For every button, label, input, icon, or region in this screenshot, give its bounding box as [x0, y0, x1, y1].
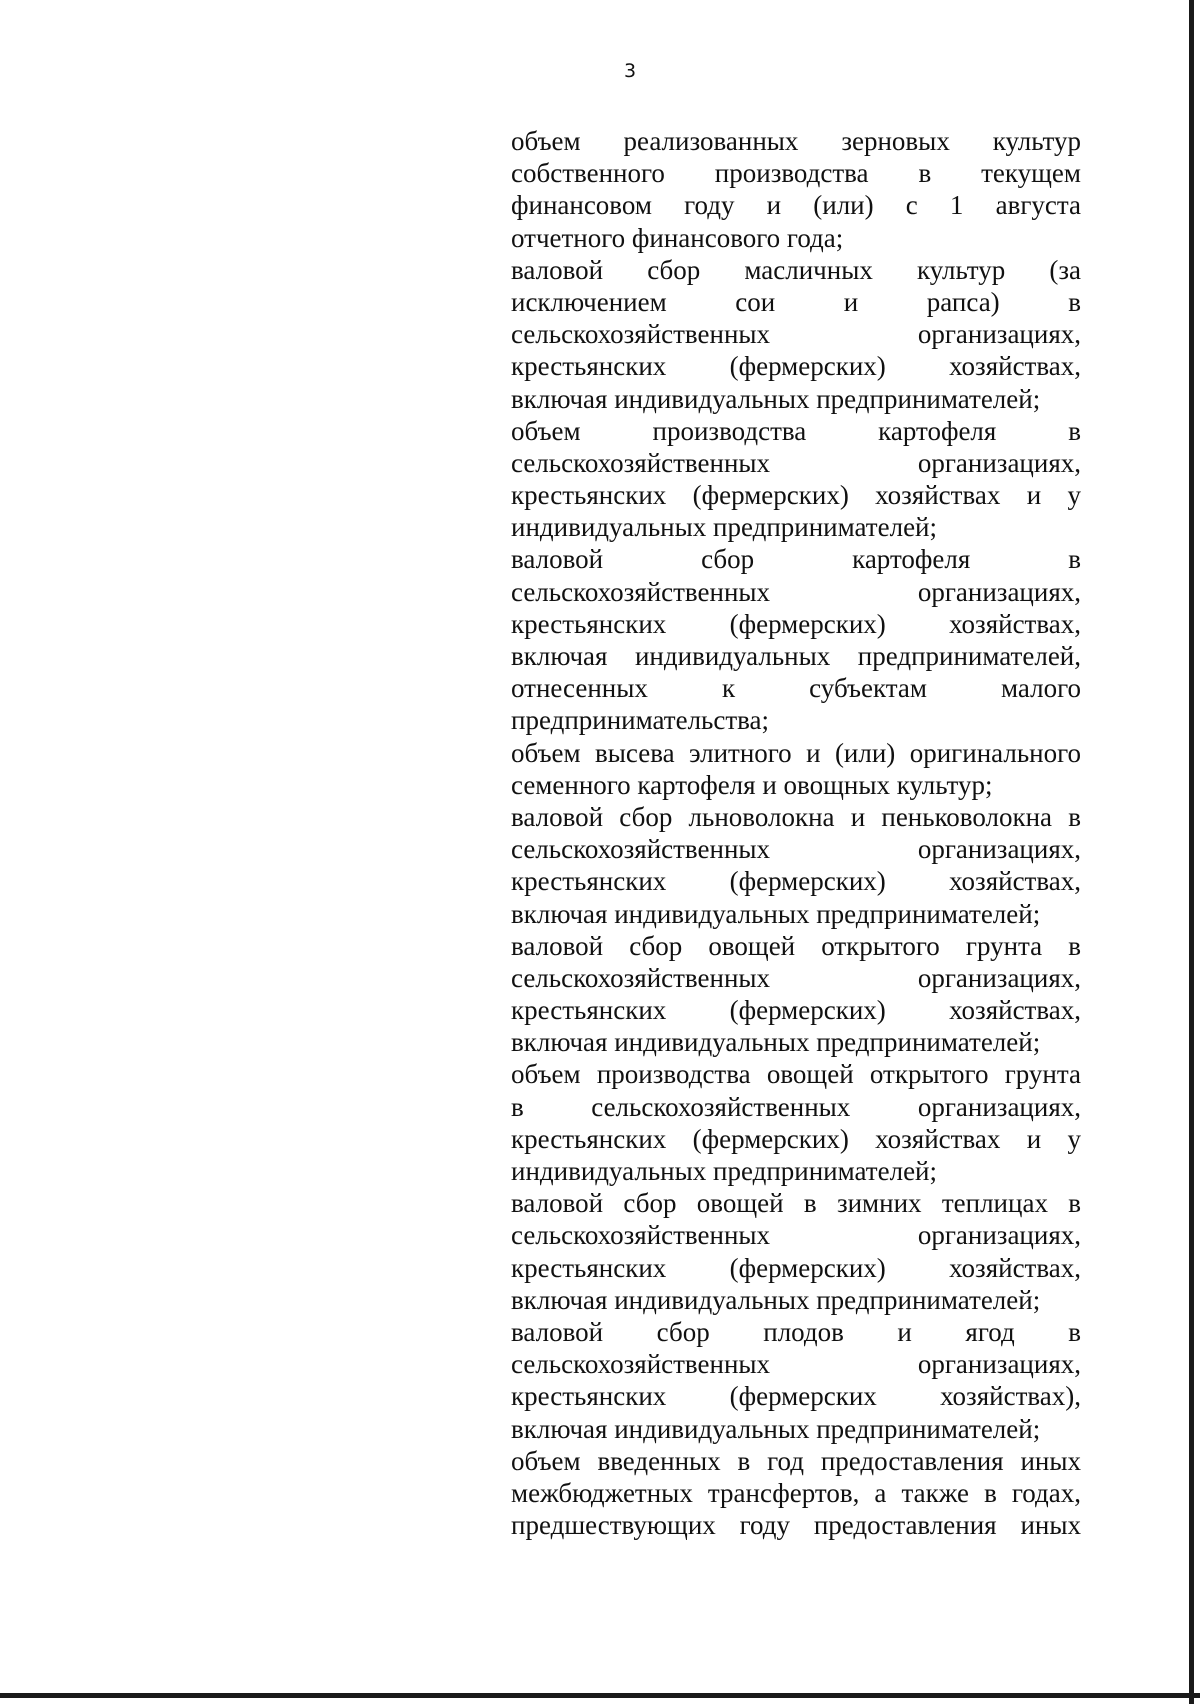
text-line: включая индивидуальных предпринимателей; [511, 1413, 1041, 1444]
text-line: крестьянских (фермерских) хозяйствах, [511, 351, 1081, 382]
text-line: крестьянских (фермерских) хозяйствах, [511, 995, 1081, 1026]
text-line: отнесенных к субъектам малого [511, 673, 1081, 704]
text-line: объем реализованных зерновых культур [511, 126, 1081, 156]
paragraph [511, 415, 1081, 544]
text-line: исключением сои и рапса) в [511, 286, 1081, 317]
paragraph [511, 801, 1081, 930]
text-line: включая индивидуальных предпринимателей; [511, 1284, 1041, 1315]
text-line: сельскохозяйственных организациях, [511, 834, 1081, 865]
text-line: предшествующих году предоставления иных [511, 1510, 1081, 1541]
page-number: 3 [623, 60, 637, 82]
text-line: включая индивидуальных предпринимателей; [511, 383, 1041, 414]
text-line: сельскохозяйственных организациях, [511, 576, 1081, 607]
text-line: собственного производства в текущем [511, 158, 1081, 189]
text-line: валовой сбор масличных культур (за [511, 254, 1081, 285]
scan-border-right [1189, 0, 1194, 1704]
text-line: индивидуальных предпринимателей; [511, 512, 938, 543]
paragraph [511, 1187, 1081, 1316]
text-line: крестьянских (фермерских) хозяйствах, [511, 608, 1081, 639]
scan-border-bottom [0, 1693, 1200, 1698]
paragraph [511, 737, 1081, 801]
text-line: включая индивидуальных предпринимателей, [511, 641, 1081, 671]
paragraph [511, 1445, 1081, 1542]
text-line: включая индивидуальных предпринимателей; [511, 1027, 1041, 1058]
text-line: сельскохозяйственных организациях, [511, 1220, 1081, 1251]
text-line: крестьянских (фермерских) хозяйствах, [511, 866, 1081, 897]
text-line: валовой сбор овощей в зимних теплицах в [511, 1188, 1081, 1219]
paragraph [511, 254, 1081, 415]
text-line: сельскохозяйственных организациях, [511, 447, 1081, 478]
paragraph [511, 1316, 1081, 1445]
text-line: валовой сбор овощей открытого грунта в [511, 930, 1081, 961]
text-line: крестьянских (фермерских) хозяйствах, [511, 1252, 1081, 1283]
text-line: сельскохозяйственных организациях, [511, 962, 1081, 993]
paragraph [511, 125, 1081, 254]
text-line: сельскохозяйственных организациях, [511, 319, 1081, 350]
text-line: валовой сбор плодов и ягод в [511, 1316, 1081, 1347]
text-line: крестьянских (фермерских хозяйствах), [511, 1381, 1081, 1412]
paragraph [511, 543, 1081, 736]
text-line: объем введенных в год предоставления иных [511, 1445, 1081, 1476]
text-line: финансовом году и (или) с 1 августа [511, 190, 1081, 221]
text-line: межбюджетных трансфертов, а также в годах, [511, 1477, 1081, 1508]
document-body [511, 125, 1081, 1541]
text-line: крестьянских (фермерских) хозяйствах и у [511, 1123, 1081, 1154]
text-line: включая индивидуальных предпринимателей; [511, 898, 1041, 929]
text-line: объем производства овощей открытого грунта [511, 1059, 1081, 1090]
text-line: индивидуальных предпринимателей; [511, 1156, 938, 1186]
paragraph [511, 930, 1081, 1059]
text-line: валовой сбор картофеля в [511, 544, 1081, 575]
text-line: сельскохозяйственных организациях, [511, 1349, 1081, 1380]
text-line: семенного картофеля и овощных культур; [511, 769, 993, 800]
paragraph [511, 1058, 1081, 1187]
text-line: валовой сбор льноволокна и пеньковолокна в [511, 801, 1081, 832]
text-line: отчетного финансового года; [511, 222, 844, 253]
text-line: объем производства картофеля в [511, 415, 1081, 446]
text-line: в сельскохозяйственных организациях, [511, 1091, 1081, 1122]
text-line: предпринимательства; [511, 705, 770, 736]
text-line: объем высева элитного и (или) оригинального [511, 737, 1081, 768]
text-line: крестьянских (фермерских) хозяйствах и у [511, 480, 1081, 511]
